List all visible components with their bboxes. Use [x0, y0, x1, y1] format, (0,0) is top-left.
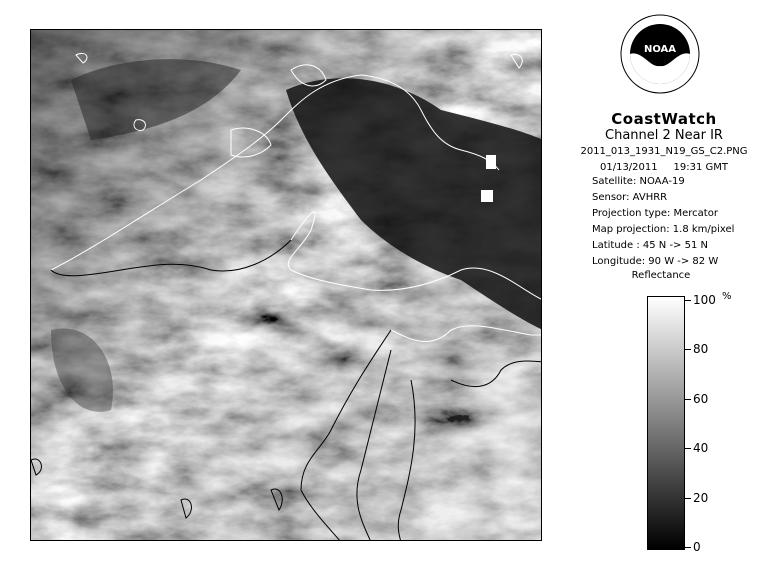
reflectance-colorbar	[647, 296, 685, 550]
legend-tick-label: 80	[693, 342, 709, 357]
projection-type-label: Projection type: Mercator	[592, 208, 718, 219]
legend-tick-label: 100	[693, 293, 716, 307]
acquisition-date: 01/13/2011	[599, 162, 658, 173]
noaa-logo-text: NOAA	[643, 44, 677, 55]
metadata-block	[592, 174, 772, 270]
legend-tick-label: 40	[693, 441, 709, 456]
satellite-image	[31, 30, 542, 541]
legend-tick-mark	[685, 448, 691, 449]
legend-tick-label: 0	[693, 540, 701, 554]
brand-title: CoastWatch	[611, 110, 717, 128]
map-projection-label: Map projection: 1.8 km/pixel	[592, 224, 735, 235]
satellite-label: Satellite: NOAA-19	[592, 176, 685, 187]
legend-tick-label: 60	[693, 391, 709, 406]
legend-tick-label: 20	[693, 490, 709, 505]
file-name: 2011_013_1931_N19_GS_C2.PNG	[580, 146, 748, 157]
noaa-logo	[620, 14, 700, 94]
latitude-label: Latitude : 45 N -> 51 N	[592, 240, 708, 251]
channel-label: Channel 2 Near IR	[605, 128, 723, 143]
satellite-map	[30, 29, 542, 541]
image-info	[552, 110, 776, 176]
legend-tick-mark	[685, 399, 691, 400]
legend-tick-mark	[685, 300, 691, 301]
legend-unit: %	[722, 291, 732, 302]
acquisition-time: 19:31 GMT	[673, 162, 729, 173]
sensor-label: Sensor: AVHRR	[592, 192, 668, 203]
legend-tick-mark	[685, 498, 691, 499]
legend-tick-mark	[685, 349, 691, 350]
longitude-label: Longitude: 90 W -> 82 W	[592, 256, 719, 267]
legend-tick-mark	[685, 547, 691, 548]
legend-title: Reflectance	[631, 270, 691, 281]
